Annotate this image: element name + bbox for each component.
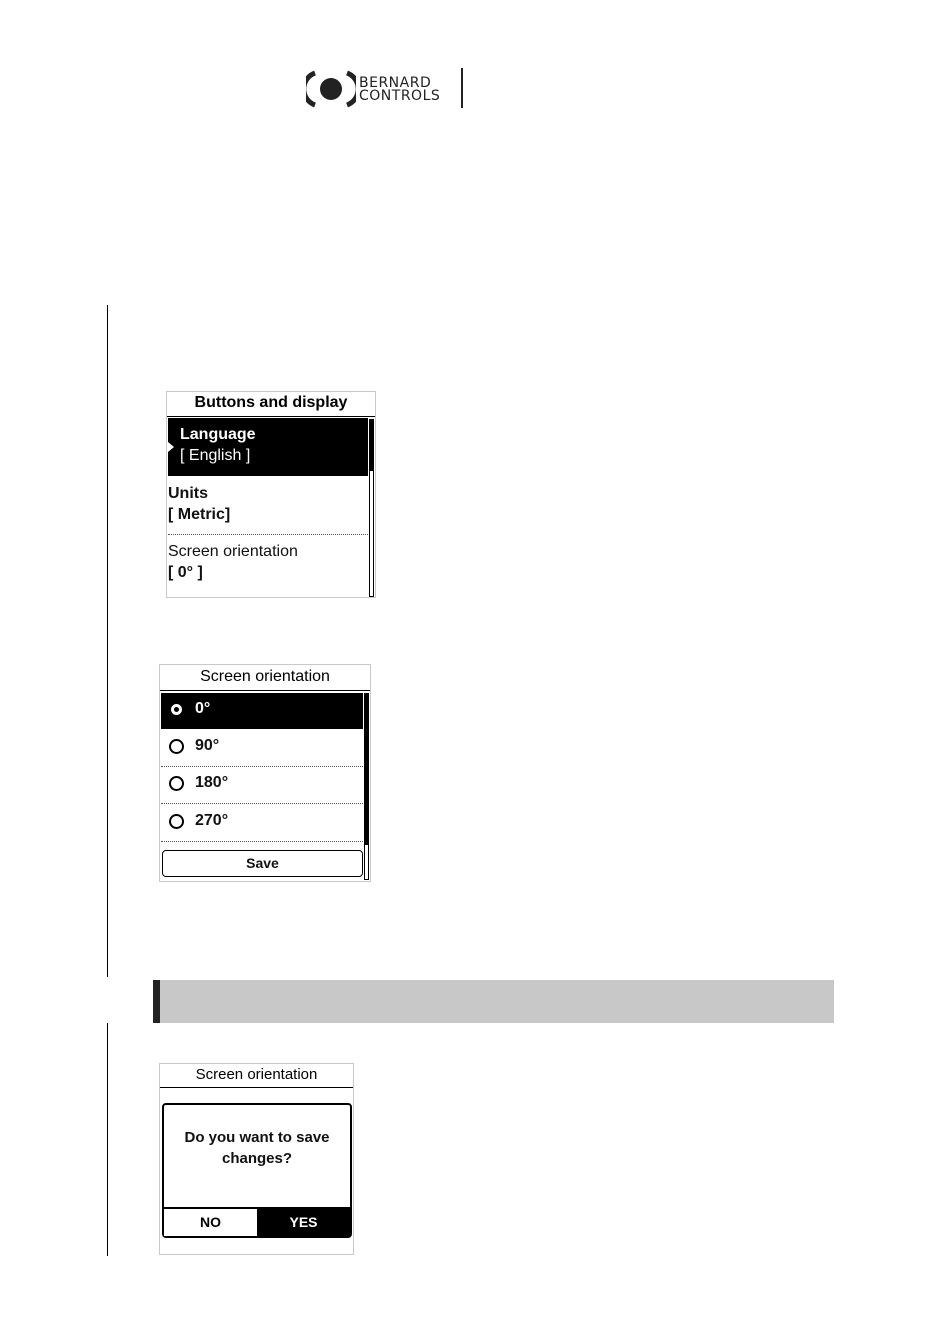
section-accent [153,980,160,1023]
dialog-line-2: changes? [221,1150,293,1167]
buttons-display-screen [166,391,376,598]
item-divider [161,803,363,804]
radio-icon [169,814,184,829]
option-label: 0° [195,700,211,717]
menu-item-screen-orientation[interactable] [168,541,368,591]
option-0-deg[interactable] [161,693,363,729]
section-header-bar [153,980,834,1023]
radio-icon [169,739,184,754]
item-divider [168,534,368,535]
option-270-deg[interactable] [161,805,363,841]
brand-line-2: CONTROLS [359,88,441,104]
screen-title: Screen orientation [160,665,370,691]
menu-item-value: [ 0° ] [168,564,203,581]
selection-pointer-icon [168,442,174,452]
yes-button[interactable]: YES [257,1207,350,1236]
radio-selected-icon [169,702,184,717]
scrollbar-thumb[interactable] [369,419,374,471]
confirm-dialog [162,1103,352,1238]
option-label: 90° [195,737,220,754]
option-label: 180° [195,774,229,791]
menu-item-label: Language [180,426,256,443]
option-180-deg[interactable] [161,767,363,803]
brand-name [359,77,440,103]
brand-line-1: BERNARD [359,75,432,91]
margin-rule-bottom [107,1023,108,1256]
bernard-controls-logo [306,70,466,110]
menu-item-label: Units [168,485,208,502]
screen-orientation-screen [159,664,371,882]
dialog-line-1: Do you want to save [184,1129,330,1146]
radio-icon [169,776,184,791]
logo-divider [461,68,463,108]
option-90-deg[interactable] [161,730,363,766]
margin-rule-top [107,305,108,977]
logo-mark-icon [306,70,356,108]
no-button[interactable]: NO [164,1207,257,1236]
scrollbar-thumb[interactable] [364,693,369,845]
menu-item-label: Screen orientation [168,543,298,560]
option-label: 270° [195,812,229,829]
menu-item-language[interactable] [168,418,368,476]
dialog-message [164,1127,350,1169]
screen-title: Screen orientation [160,1064,353,1088]
menu-item-units[interactable] [168,483,368,533]
menu-item-value: [ Metric] [168,506,231,523]
screen-title: Buttons and display [167,392,375,417]
save-button[interactable]: Save [162,850,363,877]
item-divider [161,841,363,842]
save-confirm-screen [159,1063,354,1255]
menu-item-value: [ English ] [180,447,251,464]
